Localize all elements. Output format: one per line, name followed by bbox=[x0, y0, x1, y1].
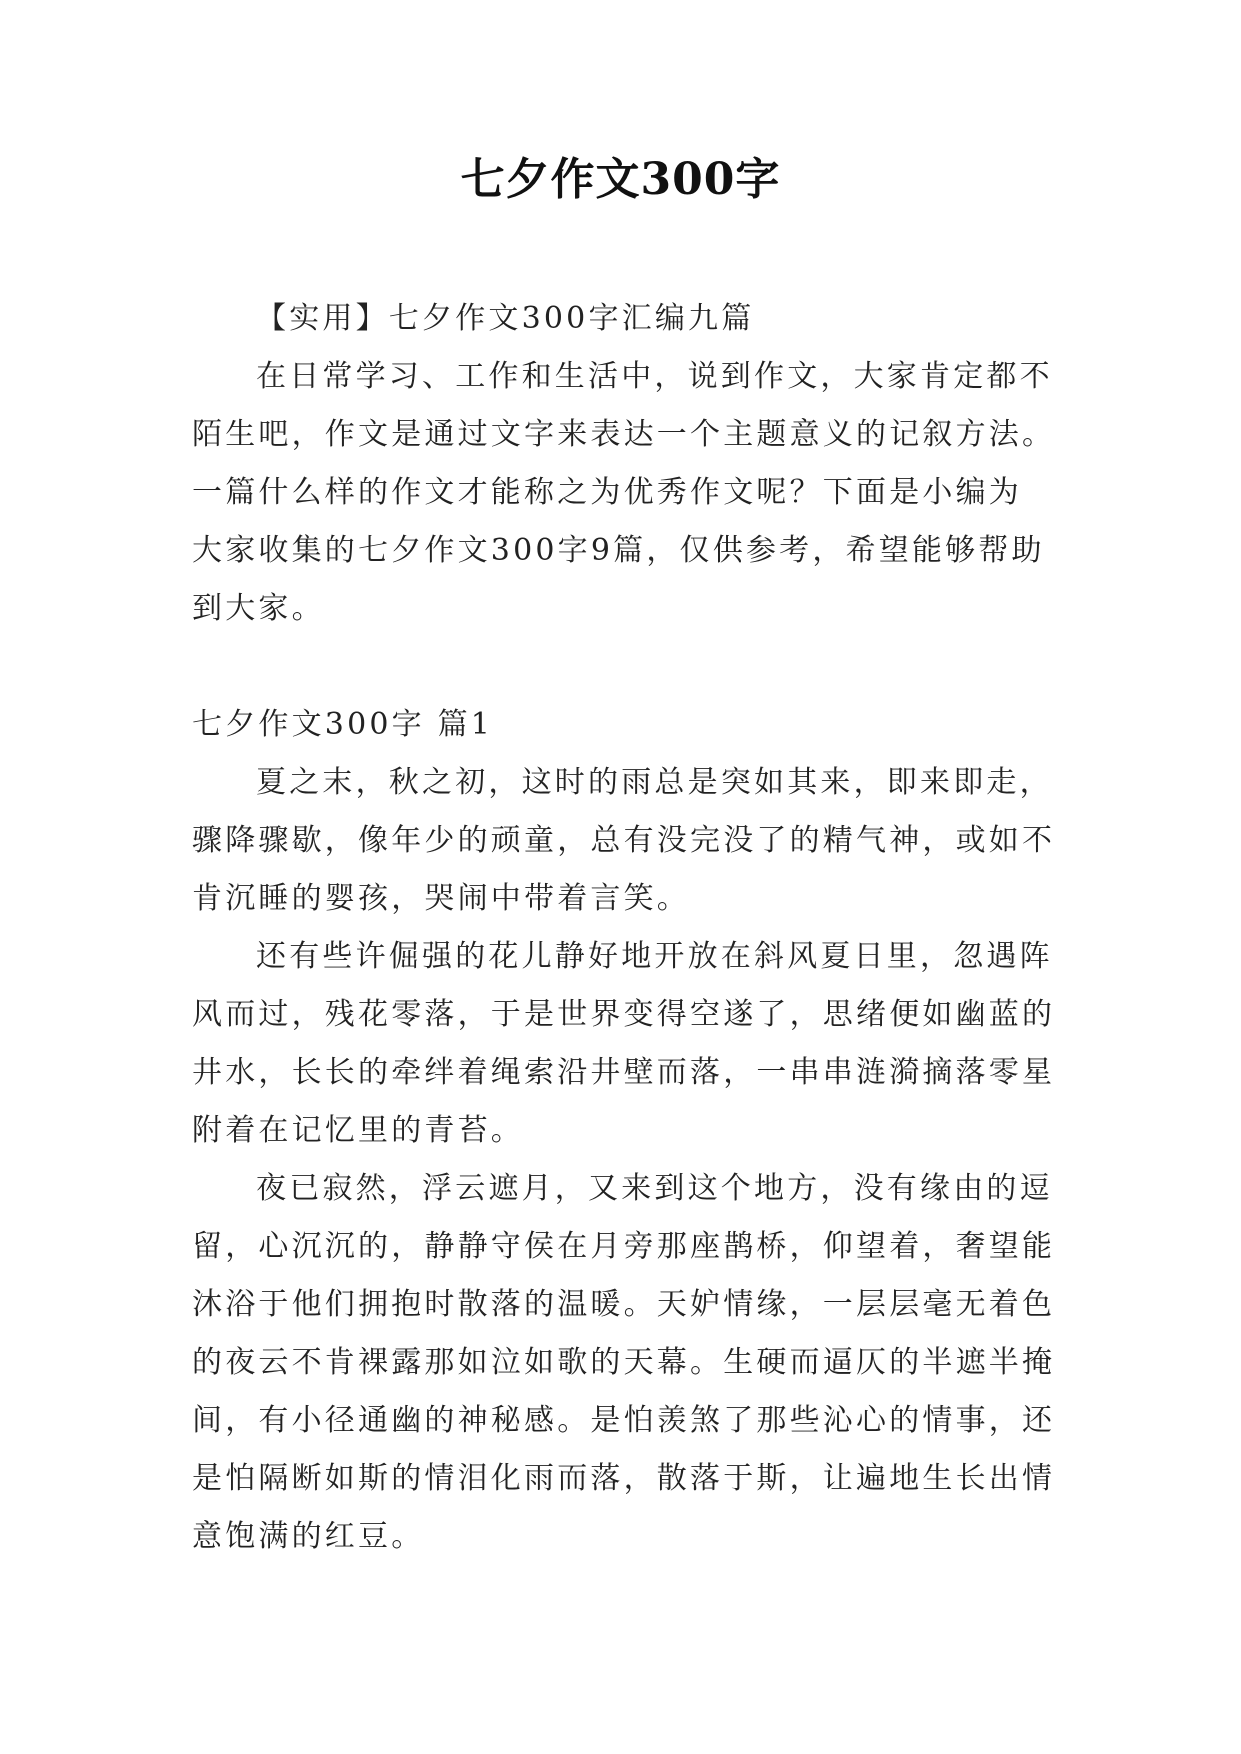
paragraph-line: 夏之末，秋之初，这时的雨总是突如其来，即来即走， bbox=[256, 765, 1053, 800]
paragraph-line: 还有些许倔强的花儿静好地开放在斜风夏日里，忽遇阵 bbox=[256, 939, 1053, 974]
section-paragraph bbox=[192, 1160, 1056, 1566]
paragraph-line: 井水，长长的牵绊着绳索沿井壁而落，一串串涟漪摘落零星 bbox=[192, 1055, 1056, 1090]
intro-heading: 【实用】七夕作文300字汇编九篇 bbox=[256, 301, 755, 336]
paragraph-line: 到大家。 bbox=[192, 591, 325, 626]
intro-paragraph bbox=[192, 348, 1056, 638]
paragraph-line: 骤降骤歇，像年少的顽童，总有没完没了的精气神，或如不 bbox=[192, 823, 1056, 858]
paragraph-line: 间，有小径通幽的神秘感。是怕羡煞了那些沁心的情事，还 bbox=[192, 1403, 1056, 1438]
paragraph-line: 是怕隔断如斯的情泪化雨而落，散落于斯，让遍地生长出情 bbox=[192, 1461, 1056, 1496]
paragraph-line: 意饱满的红豆。 bbox=[192, 1519, 425, 1554]
section-spacer bbox=[192, 638, 1052, 696]
paragraph-line: 的夜云不肯裸露那如泣如歌的天幕。生硬而逼仄的半遮半掩 bbox=[192, 1345, 1056, 1380]
paragraph-line: 沐浴于他们拥抱时散落的温暖。天妒情缘，一层层毫无着色 bbox=[192, 1287, 1056, 1322]
section-paragraph bbox=[192, 928, 1056, 1160]
document-body bbox=[192, 290, 1056, 1566]
paragraph-line: 一篇什么样的作文才能称之为优秀作文呢？下面是小编为 bbox=[192, 475, 1022, 510]
section-paragraph bbox=[192, 754, 1056, 928]
paragraph-line: 陌生吧，作文是通过文字来表达一个主题意义的记叙方法。 bbox=[192, 417, 1056, 452]
paragraph-line: 肯沉睡的婴孩，哭闹中带着言笑。 bbox=[192, 881, 690, 916]
paragraph-line: 大家收集的七夕作文300字9篇，仅供参考，希望能够帮助 bbox=[192, 533, 1045, 568]
paragraph-line: 风而过，残花零落，于是世界变得空遂了，思绪便如幽蓝的 bbox=[192, 997, 1056, 1032]
section-heading: 七夕作文300字 篇1 bbox=[192, 707, 494, 742]
paragraph-line: 夜已寂然，浮云遮月，又来到这个地方，没有缘由的逗 bbox=[256, 1171, 1053, 1206]
paragraph-line: 附着在记忆里的青苔。 bbox=[192, 1113, 524, 1148]
paragraph-line: 留，心沉沉的，静静守侯在月旁那座鹊桥，仰望着，奢望能 bbox=[192, 1229, 1056, 1264]
document-title: 七夕作文300字 bbox=[460, 154, 781, 205]
paragraph-line: 在日常学习、工作和生活中，说到作文，大家肯定都不 bbox=[256, 359, 1053, 394]
